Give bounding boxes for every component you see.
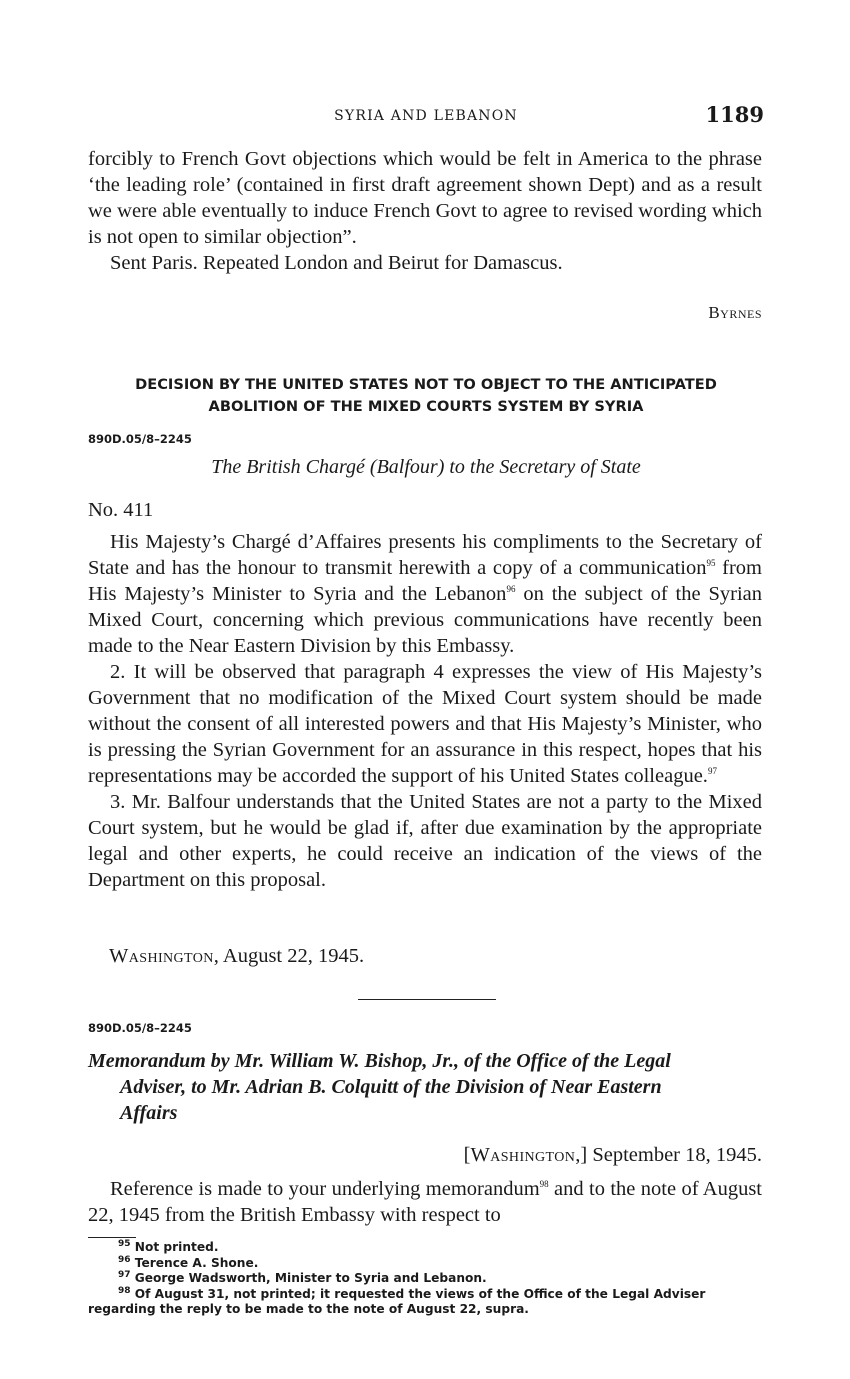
memo-paragraph-1 [88,1176,762,1228]
document-number: No. 411 [88,499,154,521]
signature: Byrnes [708,303,762,322]
date: , August 22, 1945. [213,945,365,967]
paragraph-1 [88,529,762,659]
memo-heading-line-3: Affairs [120,1102,178,1124]
footnote-95 [88,1240,764,1256]
page-number: 1189 [705,102,764,127]
memo-heading-line-2: Adviser, to Mr. Adrian B. Colquitt of the Division of Near Eastern [120,1076,662,1098]
footnote-ref-98[interactable]: 98 [539,1179,549,1190]
footnote-ref-96[interactable]: 96 [506,584,516,595]
section-heading: DECISION BY THE UNITED STATES NOT TO OBJECT TO THE ANTICIPATED ABOLITION OF THE MIXED COURTS SYSTEM BY SYRIA [135,376,717,415]
document-1-body [88,529,762,893]
footnote-mark: 97 [118,1269,131,1280]
footnote-mark: 98 [118,1285,131,1296]
continuation-paragraph: forcibly to French Govt objections which would be felt in America to the phrase ‘the leading role’ (contained in first draft agreement shown Dept) and as a result we were able eventually to induce French Govt to agree to revised wording which is not open to similar objection”. [88,148,762,248]
memo-date [464,1144,762,1167]
paragraph-2 [88,659,762,789]
footnote-97 [88,1271,764,1287]
paragraph-1-text-b: from His Majesty’s Minister to Syria and the Lebanon [88,557,762,605]
footnote-rule [88,1237,136,1238]
footnote-mark: 96 [118,1254,131,1265]
running-title: SYRIA AND LEBANON [334,108,518,124]
footnote-text: Terence A. Shone. [134,1255,259,1270]
file-number-1: 890D.05/8–2245 [88,432,192,446]
place-date [109,945,364,968]
footnote-text: Of August 31, not printed; it requested the views of the Office of the Legal Adviser regarding the reply to be made to the note of August 22, supra. [88,1286,706,1316]
sent-line: Sent Paris. Repeated London and Beirut for Damascus. [110,252,563,274]
document-heading-1: The British Chargé (Balfour) to the Secretary of State [211,456,641,478]
footnote-ref-97[interactable]: 97 [707,766,717,777]
memo-date-bracket: [ [463,1144,471,1166]
footnote-96 [88,1256,764,1272]
paragraph-1-text-c: on the subject of the Syrian Mixed Court, concerning which previous communications have recently been made to the Near Eastern Division by this Embassy. [88,583,762,657]
memo-heading [88,1048,764,1126]
footnote-mark: 95 [118,1238,131,1249]
memo-paragraph-1-text-a: Reference is made to your underlying memorandum [110,1178,540,1200]
footnote-text: George Wadsworth, Minister to Syria and Lebanon. [134,1271,487,1285]
memo-body [88,1176,762,1228]
footnote-text: Not printed. [134,1240,219,1254]
memo-date-place: Washington [470,1144,576,1166]
running-head [88,104,764,130]
paragraph-2-text: 2. It will be observed that paragraph 4 expresses the view of His Majesty’s Government that no modification of the Mixed Court system should be made without the consent of all interested powers and that His Majesty’s Minister, who is pressing the Syrian Government for an assurance in this respect, hopes that his representations may be accorded the support of his United States colleague. [88,661,762,787]
file-number-2: 890D.05/8–2245 [88,1021,192,1035]
footnotes [88,1240,764,1318]
section-divider [358,999,496,1000]
memo-date-text: ,] September 18, 1945. [575,1144,762,1166]
continuation-text [88,146,762,276]
memo-paragraph-1-text-b: and to the note of August 22, 1945 from the British Embassy with respect to [88,1178,762,1226]
paragraph-3: 3. Mr. Balfour understands that the United States are not a party to the Mixed Court system, but he would be glad if, after due examination by the appropriate legal and other experts, he could receive an indication of the views of the Department on this proposal. [88,791,762,891]
footnote-98 [88,1287,764,1318]
footnote-ref-95[interactable]: 95 [706,558,716,569]
paragraph-1-text-a: His Majesty’s Chargé d’Affaires presents his compliments to the Secretary of State and has the honour to transmit herewith a copy of a communication [88,531,762,579]
place: Washington [109,945,214,967]
memo-heading-line-1: Memorandum by Mr. William W. Bishop, Jr., of the Office of the Legal [88,1050,671,1072]
